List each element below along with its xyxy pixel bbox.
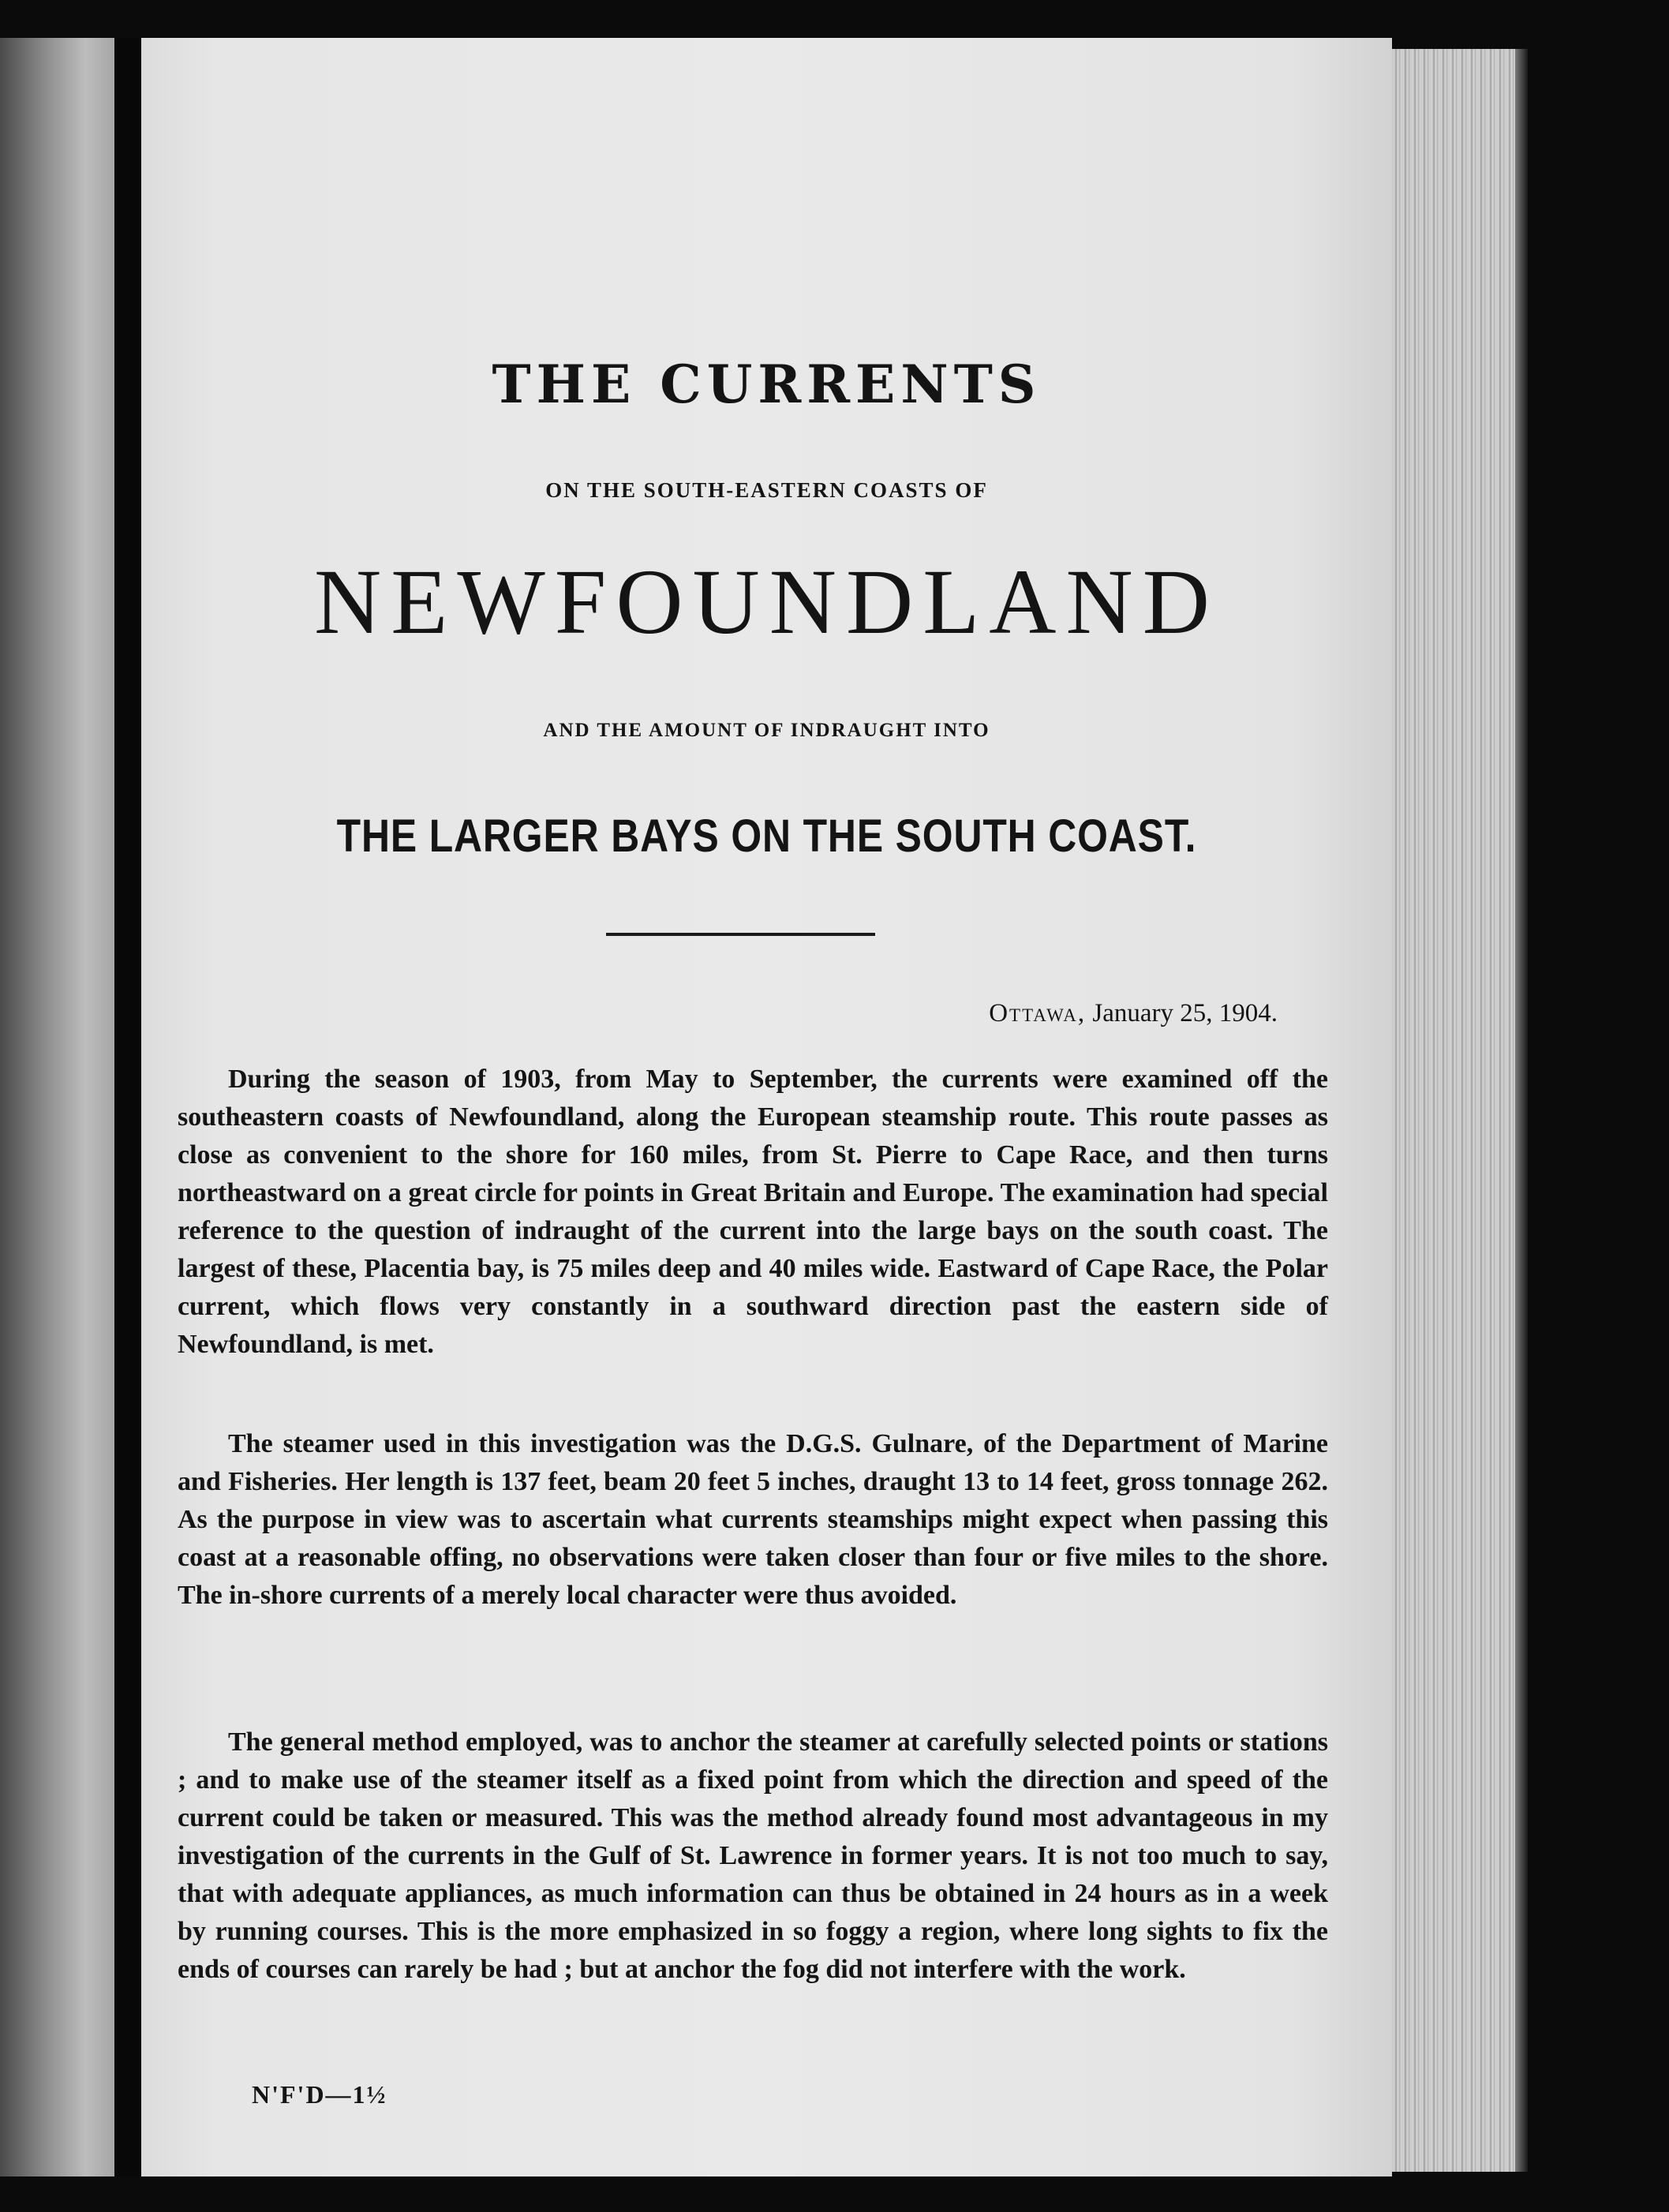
page-stack-edges [1392, 49, 1515, 2172]
document-title: THE CURRENTS [492, 354, 1042, 415]
subtitle-line-3: THE LARGER BAYS ON THE SOUTH COAST. [336, 810, 1197, 862]
title-divider-rule [606, 933, 875, 936]
book-gutter [114, 38, 141, 2176]
document-page [141, 38, 1392, 2176]
page-stack-shadow [1515, 49, 1528, 2172]
subtitle-line-2: AND THE AMOUNT OF INDRAUGHT INTO [543, 720, 990, 741]
dateline-date: January 25, 1904. [1092, 999, 1278, 1027]
paragraph-3: The general method employed, was to anchor the steamer at carefully selected points or stations ; and to make use of the steamer itself as a fixed point from which the direction and speed of the current could be taken or measured. This was the method already found most advantageous in my investigation of the currents in the Gulf of St. Lawrence in former years. It is not too much to say, that with adequate appliances, as much information can thus be obtained in 24 hours as in a week by running courses. This is the more emphasized in so foggy a region, where long sights to fix the ends of courses can rarely be had ; but at anchor the fog did not interfere with the work. [178, 1727, 1328, 1984]
main-title: NEWFOUNDLAND [314, 550, 1219, 653]
paragraph-2: The steamer used in this investigation was the D.G.S. Gulnare, of the Department of Marine and Fisheries. Her length is 137 feet, beam 20 feet 5 inches, draught 13 to 14 feet, gross tonnage 262. As the purpose in view was to ascertain what currents steamships might expect when passing this coast at a reasonable offing, no observations were taken closer than four or five miles to the shore. The in-shore currents of a merely local character were thus avoided. [178, 1429, 1328, 1610]
signature-mark: N'F'D—1½ [252, 2080, 387, 2109]
paragraph-1: During the season of 1903, from May to September, the currents were examined off the southeastern coasts of Newfoundland, along the European steamship route. This route passes as close as convenient to the shore for 160 miles, from St. Pierre to Cape Race, and then turns northeastward on a great circle for points in Great Britain and Europe. The examination had special reference to the question of indraught of the current into the large bays on the south coast. The largest of these, Placentia bay, is 75 miles deep and 40 miles wide. Eastward of Cape Race, the Polar current, which flows very constantly in a southward direction past the eastern side of Newfoundland, is met. [178, 1065, 1328, 1359]
subtitle-line-1: ON THE SOUTH-EASTERN COASTS OF [545, 478, 988, 502]
dateline [883, 999, 1278, 1028]
facing-page-edge [0, 38, 114, 2176]
dateline-place: Ottawa, [989, 999, 1087, 1027]
